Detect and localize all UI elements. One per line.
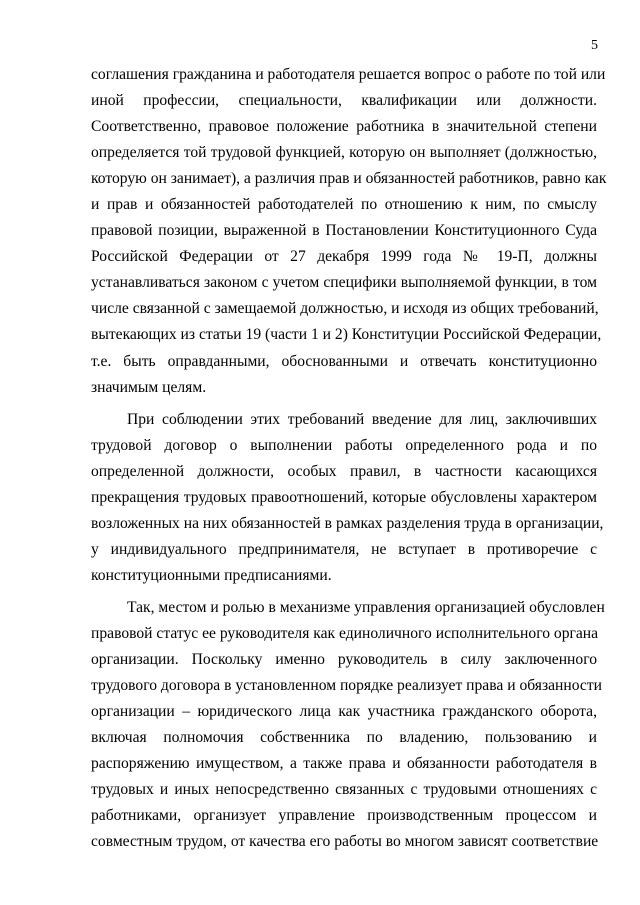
text-line: Так, местом и ролью в механизме управления организацией обусловлен: [127, 598, 605, 616]
text-line: устанавливаться законом с учетом специфики выполняемой функции, в том: [91, 274, 597, 292]
text-line: трудовой договор о выполнении работы определенного рода и по: [91, 436, 597, 454]
text-line: трудовых и иных непосредственно связанных с трудовыми отношениях с: [91, 781, 597, 799]
text-line: Российской Федерации от 27 декабря 1999 года № 19-П, должны: [91, 248, 597, 266]
text-line: которую он занимает), а различия прав и обязанностей работников, равно как: [91, 170, 607, 188]
text-line: распоряжению имуществом, а также права и обязанности работодателя в: [91, 755, 597, 773]
page-number: 5: [591, 38, 598, 53]
text-line: вытекающих из статьи 19 (части 1 и 2) Конституции Российской Федерации,: [91, 326, 602, 344]
text-line: значимым целям.: [91, 378, 207, 396]
text-line: правовой позиции, выраженной в Постановлении Конституционного Суда: [91, 222, 597, 240]
text-line: и прав и обязанностей работодателей по отношению к ним, по смыслу: [91, 196, 597, 214]
text-line: возложенных на них обязанностей в рамках разделения труда в организации,: [91, 514, 604, 532]
text-line: соглашения гражданина и работодателя решается вопрос о работе по той или: [91, 66, 606, 83]
text-line: включая полномочия собственника по владению, пользованию и: [91, 729, 597, 747]
paragraph-1: [91, 62, 607, 401]
text-line: При соблюдении этих требований введение для лиц, заключивших: [127, 410, 597, 428]
text-line: определяется той трудовой функцией, которую он выполняет (должностью,: [91, 144, 597, 162]
text-line: работниками, организует управление производственным процессом и: [91, 807, 597, 825]
text-line: конституционными предписаниями.: [91, 566, 332, 584]
text-line: т.е. быть оправданными, обоснованными и отвечать конституционно: [91, 352, 597, 370]
text-line: правовой статус ее руководителя как единоличного исполнительного органа: [91, 624, 599, 642]
text-line: иной профессии, специальности, квалификации или должности.: [91, 92, 597, 110]
paragraph-3: [91, 595, 605, 855]
text-line: определенной должности, особых правил, в частности касающихся: [91, 462, 597, 480]
text-line: числе связанной с замещаемой должностью, и исходя из общих требований,: [91, 300, 599, 318]
paragraph-2: [91, 407, 604, 589]
text-line: прекращения трудовых правоотношений, которые обусловлены характером: [91, 488, 597, 506]
text-line: совместным трудом, от качества его работы во многом зависят соответствие: [91, 833, 599, 851]
text-line: Соответственно, правовое положение работника в значительной степени: [91, 118, 597, 136]
document-body: [91, 62, 607, 855]
text-line: организации – юридического лица как участника гражданского оборота,: [91, 703, 597, 721]
text-line: организации. Поскольку именно руководитель в силу заключенного: [91, 651, 597, 669]
text-line: у индивидуального предпринимателя, не вступает в противоречие с: [91, 540, 597, 558]
text-line: трудового договора в установленном порядке реализует права и обязанности: [91, 677, 603, 695]
